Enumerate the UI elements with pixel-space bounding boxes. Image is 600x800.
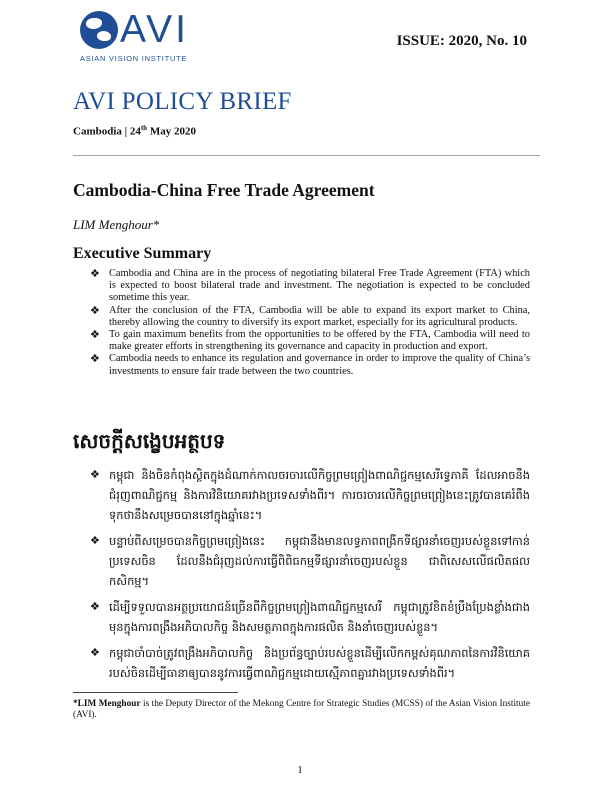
list-item — [90, 465, 530, 525]
list-item-text: កម្ពុជា និងចិនកំពុងស្ថិតក្នុងដំណាក់កាលចរចារលើកិច្ចព្រមព្រៀងពាណិជ្ជកម្មសេរីទ្វេភាគី ដែលអាចនឹងជំរុញពាណិជ្ជកម្ម និងការវិនិយោគរវាងប្រទេសទាំងពីរ។ ការចរចារលើកិច្ចព្រមព្រៀងនេះត្រូវបានគេរំពឹងទុកថានឹងសម្រេចបាននៅក្នុងឆ្នាំនេះ។ — [109, 468, 530, 522]
list-item — [90, 305, 530, 329]
brief-title: AVI POLICY BRIEF — [73, 88, 292, 115]
list-item — [90, 268, 530, 305]
list-item-text: កម្ពុជាចាំបាច់ត្រូវពង្រឹងអភិបាលកិច្ច និងប្រព័ន្ធច្បាប់របស់ខ្លួនដើម្បីលើកកម្ពស់គុណភាពនៃការវិនិយោគរបស់ចិនដើម្បីធានាឲ្យបាននូវការធ្វើពាណិជ្ជកម្មដោយស្មើភាពគ្នារវាងប្រទេសទាំងពីរ។ — [109, 646, 530, 680]
list-item-text: After the conclusion of the FTA, Cambodia will be able to expand its export market to China, thereby allowing the country to diversify its export market, especially for its agricultural products. — [109, 304, 530, 328]
globe-icon — [80, 11, 118, 49]
list-item — [90, 531, 530, 591]
list-item — [90, 329, 530, 353]
date-rest: May 2020 — [147, 125, 196, 138]
author: LIM Menghour* — [73, 217, 160, 232]
khmer-summary-heading: សេចក្តីសង្ខេបអត្ថបទ — [73, 429, 226, 453]
diamond-bullet-icon: ❖ — [90, 352, 100, 366]
diamond-bullet-icon: ❖ — [90, 600, 100, 613]
diamond-bullet-icon: ❖ — [90, 646, 100, 659]
list-item — [90, 643, 530, 683]
country-date — [73, 124, 196, 138]
footnote — [73, 699, 530, 721]
list-item-text: ដើម្បីទទួលបានអត្ថប្រយោជន៍ច្រើនពីកិច្ចព្រមព្រៀងពាណិជ្ជកម្មសេរី កម្ពុជាត្រូវខិតខំប្រឹងប្រែងខ្លាំងជាងមុនក្នុងការពង្រឹងអភិបាលកិច្ច និងសមត្ថភាពក្នុងការផលិត និងនាំចេញរបស់ខ្លួន។ — [109, 600, 530, 634]
list-item-text: Cambodia and China are in the process of negotiating bilateral Free Trade Agreement (FTA) which is expected to boost bilateral trade and investment. The negotiation is expected to be concluded sometime this year. — [109, 268, 530, 304]
list-item-text: Cambodia needs to enhance its regulation and governance in order to improve the quality of China’s investments to ensure fair trade between the two countries. — [109, 353, 530, 377]
footnote-text: is the Deputy Director of the Mekong Centre for Strategic Studies (MCSS) of the Asian Vision Institute (AVI). — [73, 699, 531, 721]
country-label: Cambodia | 24 — [73, 125, 141, 138]
date-suffix: th — [140, 124, 148, 132]
avi-logo — [78, 10, 218, 66]
list-item-text: To gain maximum benefits from the opportunities to be offered by the FTA, Cambodia will need to make greater efforts in strengthening its governance and capacity in production and export. — [109, 329, 530, 353]
footnote-divider — [73, 692, 238, 693]
diamond-bullet-icon: ❖ — [90, 534, 100, 547]
logo-text: AVI — [120, 8, 189, 51]
footnote-label: *LIM Menghour — [73, 699, 141, 709]
list-item — [90, 353, 530, 377]
diamond-bullet-icon: ❖ — [90, 328, 100, 342]
page-number: 1 — [297, 764, 303, 776]
executive-summary-heading: Executive Summary — [73, 245, 212, 262]
issue-number: ISSUE: 2020, No. 10 — [396, 33, 527, 49]
executive-summary-list — [90, 268, 530, 378]
diamond-bullet-icon: ❖ — [90, 303, 100, 317]
article-title: Cambodia-China Free Trade Agreement — [73, 180, 375, 200]
khmer-summary-list — [90, 465, 530, 689]
list-item-text: បន្ទាប់ពីសម្រេចបានកិច្ចព្រមព្រៀងនេះ កម្ពុជានឹងមានលទ្ធភាពពង្រីកទីផ្សារនាំចេញរបស់ខ្លួនទៅកាន់ប្រទេសចិន ដែលនឹងជំរុញដល់ការធ្វើពិពិធកម្មទីផ្សារនាំចេញរបស់ខ្លួន ជាពិសេសលើផលិតផលកសិកម្ម។ — [109, 534, 530, 588]
header-divider — [73, 155, 540, 156]
logo-subtitle: ASIAN VISION INSTITUTE — [80, 54, 188, 63]
list-item — [90, 597, 530, 637]
diamond-bullet-icon: ❖ — [90, 468, 100, 481]
diamond-bullet-icon: ❖ — [90, 267, 100, 280]
